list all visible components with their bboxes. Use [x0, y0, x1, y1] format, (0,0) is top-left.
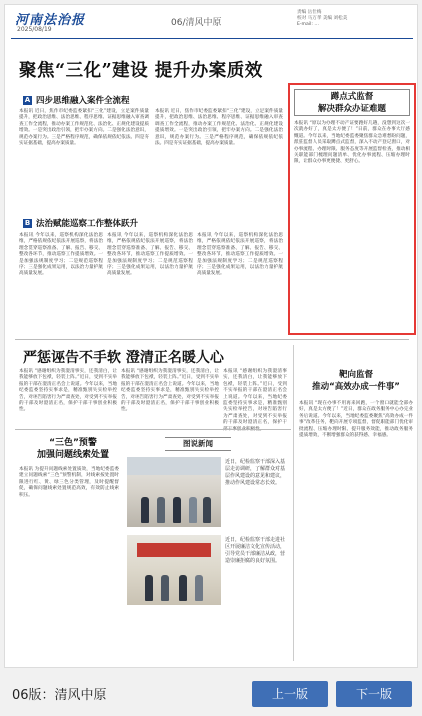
mid-article-body-col1: 本报讯 “感谢组织为我澄清事实，还我清白，让我能够放下包袱，轻装上阵。”近日，受到不实举报的干部在澄清正名会上说道。今年以来，当地纪委监委坚持实事求是，精准甄别失实检举控告，对诬告陷害行为严肃查处，对受到不实举报的干部及时澄清正名，保护干部干事创业积极性。 [19, 369, 117, 413]
page-label: 06/清风中原 [171, 18, 222, 28]
section-a-heading[interactable] [23, 94, 130, 106]
red-box-title-1: 蹲点式监督 [330, 92, 374, 102]
photo-1-caption: 近日，纪检监察干部深入基层走访调研，了解群众对基层作风建设的意见和建议，推动作风建设常态长效。 [225, 459, 286, 486]
mid-article-body-col3: 本报讯 “感谢组织为我澄清事实，还我清白，让我能够放下包袱，轻装上阵。”近日，受到不实举报的干部在澄清正名会上说道。今年以来，当地纪委监委坚持实事求是，精准甄别失实检举控告，对诬告陷害行为严肃查处，对受到不实举报的干部及时澄清正名，保护干 [223, 369, 287, 426]
right-title-2: 推动“高效办成一件事” [312, 382, 400, 392]
newspaper-logo: 河南法治报 [15, 13, 86, 28]
right-article-title[interactable] [301, 369, 411, 393]
section-b-body-col3: 本报讯 今年以来，巡察机构深化法治思维，严格依规依纪依法开展巡察，将法治理念贯穿巡察准备、了解、报告、移交、整改各环节，推动巡察工作提质增效。一是加强法规制度学习；二是规范巡察程序；三是强化成果运用，以法治力量护航高质量发展。 [197, 233, 283, 277]
section-b-heading[interactable] [23, 217, 138, 229]
photo-1-person [157, 497, 165, 523]
sanhua-title-2: 加强问题线索处置 [36, 450, 109, 460]
section-a-tag: A [24, 95, 31, 104]
current-page-title: 06版：清风中原 [12, 688, 107, 703]
red-box-heading[interactable] [294, 89, 410, 116]
section-b-body-col1: 本报讯 今年以来，巡察机构深化法治思维，严格依规依纪依法开展巡察，将法治理念贯穿巡察准备、了解、报告、移交、整改各环节，推动巡察工作提质增效。一是加强法规制度学习；二是规范巡察程序；三是强化成果运用，以法治力量护航高质量发展。 [19, 233, 103, 277]
red-box-body: 本报讯 “原以为办理不动产证要跑好几趟，没想到这次一次就办好了，真是太方便了！”日前，群众在办事大厅感慨道。今年以来，当地纪委监委聚焦群众急难愁盼问题，派驻监督人员采取蹲点式监督，深入不动产登记窗口，对办事流程、办理时限、服务态度等开展监督检查，推动相关职能部门梳理问题清单、优化办事流程、压缩办理时限，让群众办事更便捷、更舒心。 [294, 121, 410, 165]
sanhua-title-1: “三色”预警 [49, 438, 97, 448]
section-a-body-col2: 本报讯 近日，焦作市纪委监委紧扣“三化”建设，立足案件质量提升，把政治思维、法治思维、程序思维、证据思维融入审查调查工作全流程，推动办案工作规范化、法治化、正规化建设提质增效。一是突出政治引领，把牢办案方向。二是强化法治意识，规范办案行为。三是严格程序规范，确保依规依纪依法。四是夯实证据基础，提高办案质量。 [155, 109, 283, 147]
column-divider [293, 345, 294, 661]
lead-headline[interactable]: 聚焦“三化”建设 提升办案质效 [19, 61, 263, 81]
section-a-title: 四步思维融入案件全流程 [36, 96, 130, 106]
photo-1-person [173, 497, 181, 523]
photo-2-person [161, 575, 169, 601]
photo-1-person [203, 497, 211, 523]
masthead [5, 5, 419, 38]
page-footer [0, 672, 422, 716]
photo-1-wall [127, 457, 221, 475]
sanhua-title[interactable] [35, 437, 111, 461]
photo-1-person [189, 497, 197, 523]
red-box-title-2: 解决群众办证难题 [317, 104, 386, 114]
issue-date: 2025/08/19 [17, 26, 52, 33]
news-photo-1[interactable] [127, 457, 221, 527]
right-article-body: 本报讯 “现在办事不用再来回跑，一个窗口就能全部办好，真是太方便了！”近日，群众在政务服务中心办完业务后说道。今年以来，当地纪委监委聚焦“高效办成一件事”改革任务，靶向开展专项监督，督促职能部门优化审批流程、压缩办理时限、提升服务效能，推动政务服务提质增效，不断增强群众的获得感、幸福感。 [299, 401, 413, 439]
inner-divider [15, 429, 291, 430]
next-page-button[interactable]: 下一版 [336, 681, 412, 707]
news-photo-2[interactable] [127, 535, 221, 605]
sanhua-body: 本报讯 为提升问题线索处置质效，当地纪委监委建立问题线索“三色”预警机制，对线索按处置时限进行红、黄、绿三色分类管理，及时提醒督促，确保问题线索处置规范高效，有效防止线索积压。 [19, 467, 119, 498]
photo-1-person [141, 497, 149, 523]
section-b-body-col2: 本报讯 今年以来，巡察机构深化法治思维，严格依规依纪依法开展巡察，将法治理念贯穿巡察准备、了解、报告、移交、整改各环节，推动巡察工作提质增效。一是加强法规制度学习；二是规范巡察程序；三是强化成果运用，以法治力量护航高质量发展。 [107, 233, 193, 277]
photo-2-person [179, 575, 187, 601]
editor-info: 责编 岳仕梅 校对 马万孝 美编 刘松美 E-mail: … [297, 10, 348, 28]
section-a-body-col1: 本报讯 近日，焦作市纪委监委紧扣“三化”建设，立足案件质量提升，把政治思维、法治思维、程序思维、证据思维融入审查调查工作全流程，推动办案工作规范化、法治化、正规化建设提质增效。一是突出政治引领，把牢办案方向。二是强化法治意识，规范办案行为。三是严格程序规范，确保依规依纪依法。四是夯实证据基础，提高办案质量。 [19, 109, 149, 147]
mid-article-title[interactable]: 严惩诬告不手软 澄清正名暖人心 [23, 350, 224, 366]
mid-article-body-col2: 本报讯 “感谢组织为我澄清事实，还我清白，让我能够放下包袱，轻装上阵。”近日，受到不实举报的干部在澄清正名会上说道。今年以来，当地纪委监委坚持实事求是，精准甄别失实检举控告，对诬告陷害行为严肃查处，对受到不实举报的干部及时澄清正名，保护干部干事创业积极性。 [121, 369, 219, 413]
section-b-tag: B [24, 218, 31, 227]
right-title-1: 靶向监督 [338, 370, 373, 380]
masthead-rule [11, 38, 413, 39]
section-divider [15, 339, 409, 340]
photo-news-label: 图说新闻 [165, 437, 231, 451]
newspaper-page [4, 4, 418, 668]
photo-2-banner [137, 543, 211, 557]
photo-2-caption: 近日，纪检监察干部走进社区开展廉洁文化宣传活动，引导党员干部廉洁从政，营造崇廉拒腐的良好氛围。 [225, 537, 286, 564]
photo-2-person [145, 575, 153, 601]
section-b-title: 法治赋能巡察工作整体跃升 [36, 219, 139, 229]
prev-page-button[interactable]: 上一版 [252, 681, 328, 707]
photo-2-person [195, 575, 203, 601]
